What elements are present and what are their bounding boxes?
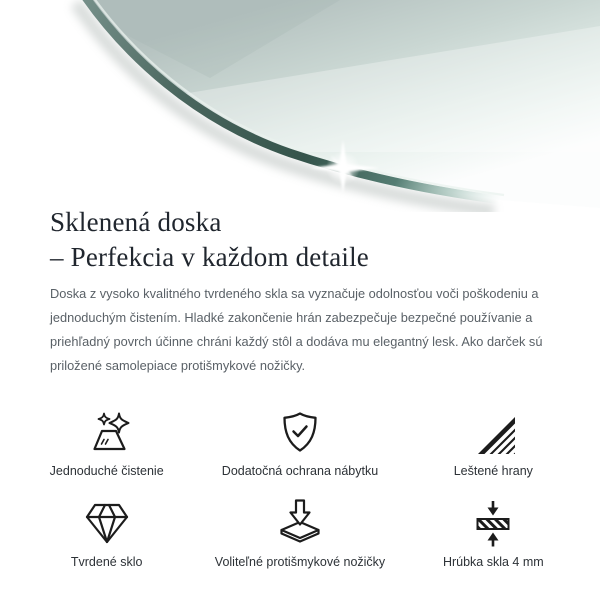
diamond-icon [83, 493, 131, 547]
shield-check-icon [276, 402, 324, 456]
feature-polished-edges [397, 402, 590, 479]
feature-label: Dodatočná ochrana nábytku [221, 464, 379, 478]
feature-label: Tvrdené sklo [70, 555, 143, 569]
polished-edges-icon [469, 402, 517, 456]
feature-label: Leštené hrany [453, 464, 533, 478]
title-line-2: – Perfekcia v každom detaile [50, 242, 369, 272]
glass-thickness-icon [469, 493, 517, 547]
sparkle-clean-icon [81, 402, 133, 456]
glass-panel-photo [0, 0, 600, 212]
title-line-1: Sklenená doska [50, 207, 222, 237]
feature-glass-thickness [397, 493, 590, 570]
glass-panel-illustration [0, 0, 600, 212]
feature-label: Voliteľné protišmykové nožičky [214, 555, 386, 569]
feature-tempered-glass [10, 493, 203, 570]
page-title [50, 205, 369, 275]
anti-slip-pad-icon [276, 493, 324, 547]
feature-label: Jednoduché čistenie [49, 464, 164, 478]
feature-easy-cleaning [10, 402, 203, 479]
feature-anti-slip-feet [203, 493, 396, 570]
product-description-text: Doska z vysoko kvalitného tvrdeného skla sa vyznačuje odolnosťou voči poškodeniu a jednoduchým čistením. Hladké zakončenie hrán zabezpečuje bezpečné používanie a priehľadný povrch účinne chráni každý stôl a dodáva mu elegantný lesk. Ako darček sú priložené samolepiace protišmykové nožičky. [50, 286, 543, 373]
feature-furniture-protection [203, 402, 396, 479]
features-grid [10, 402, 590, 570]
feature-label: Hrúbka skla 4 mm [442, 555, 544, 569]
